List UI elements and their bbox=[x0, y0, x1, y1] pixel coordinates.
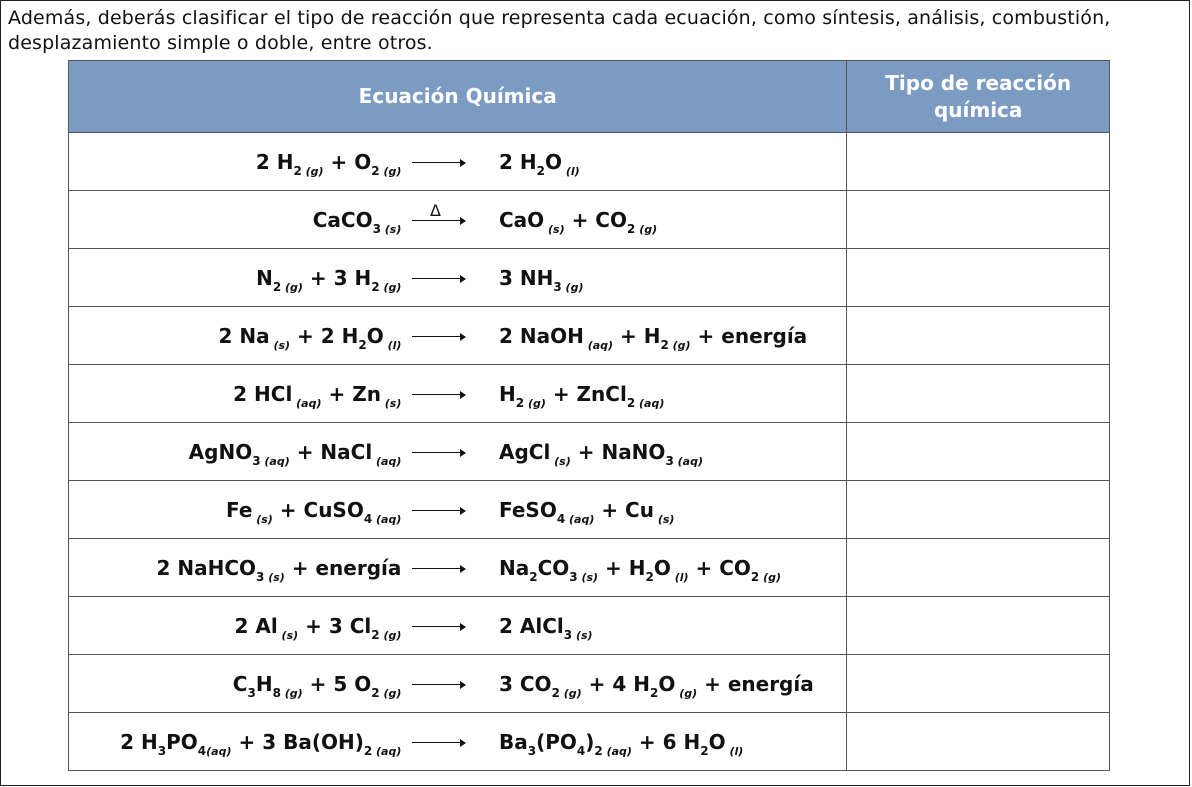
chemical-equation bbox=[69, 191, 846, 248]
equation-cell bbox=[69, 133, 847, 191]
table-header-row bbox=[69, 61, 1110, 133]
reaction-type-cell[interactable] bbox=[847, 133, 1110, 191]
reaction-arrow-icon bbox=[412, 156, 466, 170]
table-row bbox=[69, 249, 1110, 307]
reaction-arrow-icon bbox=[412, 736, 466, 750]
reaction-arrow-icon bbox=[412, 388, 466, 402]
table-body bbox=[69, 133, 1110, 771]
table-row bbox=[69, 423, 1110, 481]
reaction-type-cell[interactable] bbox=[847, 655, 1110, 713]
chemical-equation bbox=[69, 655, 846, 712]
reaction-type-cell[interactable] bbox=[847, 249, 1110, 307]
chemical-equation bbox=[69, 423, 846, 480]
reactants: AgNO$_3$ $_{(aq)}$ + NaCl $_{(aq)}$ bbox=[188, 439, 402, 468]
chemical-equation bbox=[69, 249, 846, 306]
products: $Ba_3(PO_4)_2$ $_{(aq)}$ + 6 $H_2O$ $_{(l)}$ bbox=[499, 729, 744, 758]
reactants: 2 NaHCO$_3$ $_{(s)}$ + energía bbox=[156, 555, 402, 584]
reactants: 2 Na $_{(s)}$ + 2 $H_2O$ $_{(l)}$ bbox=[218, 323, 402, 352]
products: $Na_2CO_3$ $_{(s)} + H_2O$ $_{(l)} + CO_2$ $_{(g)}$ bbox=[499, 555, 782, 584]
reactants: $N_2$ $_{(g)}$ + 3 $H_2$ $_{(g)}$ bbox=[256, 265, 402, 294]
reaction-arrow-icon bbox=[412, 330, 466, 344]
reaction-arrow-icon bbox=[412, 272, 466, 286]
header-equation: Ecuación Química bbox=[69, 61, 847, 133]
equation-cell bbox=[69, 713, 847, 771]
equation-cell bbox=[69, 481, 847, 539]
reaction-type-cell[interactable] bbox=[847, 597, 1110, 655]
chemical-equation bbox=[69, 365, 846, 422]
reactants: 2 Al $_{(s)}$ + 3 $Cl_2$ $_{(g)}$ bbox=[234, 613, 402, 642]
equation-cell bbox=[69, 307, 847, 365]
products: CaO $_{(s)} + CO_2$ $_{(g)}$ bbox=[499, 207, 658, 236]
equation-cell bbox=[69, 191, 847, 249]
equation-cell bbox=[69, 655, 847, 713]
heat-condition: Δ bbox=[430, 201, 441, 220]
reaction-type-cell[interactable] bbox=[847, 713, 1110, 771]
reaction-type-cell[interactable] bbox=[847, 481, 1110, 539]
reactants: 2 $H_3PO_{4(aq)} + 3$ $Ba(OH)_2$ $_{(aq)}$ bbox=[120, 729, 402, 758]
reaction-arrow-icon bbox=[412, 562, 466, 576]
table-row bbox=[69, 191, 1110, 249]
products: 2 NaOH $_{(aq)} + H_2$ $_{(g)}$ + energía bbox=[499, 323, 808, 352]
chemical-equation bbox=[69, 713, 846, 770]
reaction-arrow-icon bbox=[412, 678, 466, 692]
intro-text: Además, deberás clasificar el tipo de reacción que representa cada ecuación, como síntesis, análisis, combustión, desplazamiento simple o doble, entre otros. bbox=[8, 7, 1111, 54]
reaction-type-cell[interactable] bbox=[847, 539, 1110, 597]
equation-cell bbox=[69, 249, 847, 307]
reaction-arrow-icon bbox=[412, 214, 466, 228]
table-row bbox=[69, 655, 1110, 713]
equation-cell bbox=[69, 423, 847, 481]
reactants: 2 $H_2$ $_{(g)} + O_2$ $_{(g)}$ bbox=[255, 149, 402, 178]
reaction-arrow-icon bbox=[412, 446, 466, 460]
table-row bbox=[69, 713, 1110, 771]
chemical-equation bbox=[69, 307, 846, 364]
header-reaction-type: Tipo de reacción química bbox=[847, 61, 1110, 133]
chemical-equation bbox=[69, 481, 846, 538]
products: $H_2$ $_{(g)}$ + ZnCl$_2$ $_{(aq)}$ bbox=[499, 381, 665, 410]
table-row bbox=[69, 307, 1110, 365]
products: FeSO$_4$ $_{(aq)}$ + Cu $_{(s)}$ bbox=[499, 497, 675, 526]
reaction-arrow-icon bbox=[412, 620, 466, 634]
reactants: 2 HCl $_{(aq)}$ + Zn $_{(s)}$ bbox=[233, 381, 402, 410]
reactants: CaCO$_3$ $_{(s)}$ bbox=[312, 207, 402, 236]
products: 2 $H_2O$ $_{(l)}$ bbox=[499, 149, 580, 178]
table-row bbox=[69, 133, 1110, 191]
reaction-arrow-icon bbox=[412, 504, 466, 518]
products: 3 $CO_2$ $_{(g)}$ + 4 $H_2O$ $_{(g)}$ + energía bbox=[499, 671, 814, 700]
products: 3 $NH_3$ $_{(g)}$ bbox=[499, 265, 584, 294]
table-row bbox=[69, 597, 1110, 655]
equation-cell bbox=[69, 597, 847, 655]
table-row bbox=[69, 539, 1110, 597]
table-row bbox=[69, 365, 1110, 423]
products: 2 AlCl$_3$ $_{(s)}$ bbox=[499, 613, 593, 642]
reaction-type-cell[interactable] bbox=[847, 423, 1110, 481]
chemical-equation bbox=[69, 133, 846, 190]
reaction-type-cell[interactable] bbox=[847, 365, 1110, 423]
equation-cell bbox=[69, 539, 847, 597]
chemical-equation bbox=[69, 539, 846, 596]
table-row bbox=[69, 481, 1110, 539]
products: AgCl $_{(s)}$ + NaNO$_3$ $_{(aq)}$ bbox=[499, 439, 703, 468]
reactants: Fe $_{(s)}$ + CuSO$_4$ $_{(aq)}$ bbox=[225, 497, 402, 526]
chemical-equation bbox=[69, 597, 846, 654]
equation-cell bbox=[69, 365, 847, 423]
reactions-table bbox=[68, 60, 1110, 771]
reaction-type-cell[interactable] bbox=[847, 307, 1110, 365]
reactants: $C_3H_8$ $_{(g)}$ + 5 $O_2$ $_{(g)}$ bbox=[232, 671, 402, 700]
reaction-type-cell[interactable] bbox=[847, 191, 1110, 249]
